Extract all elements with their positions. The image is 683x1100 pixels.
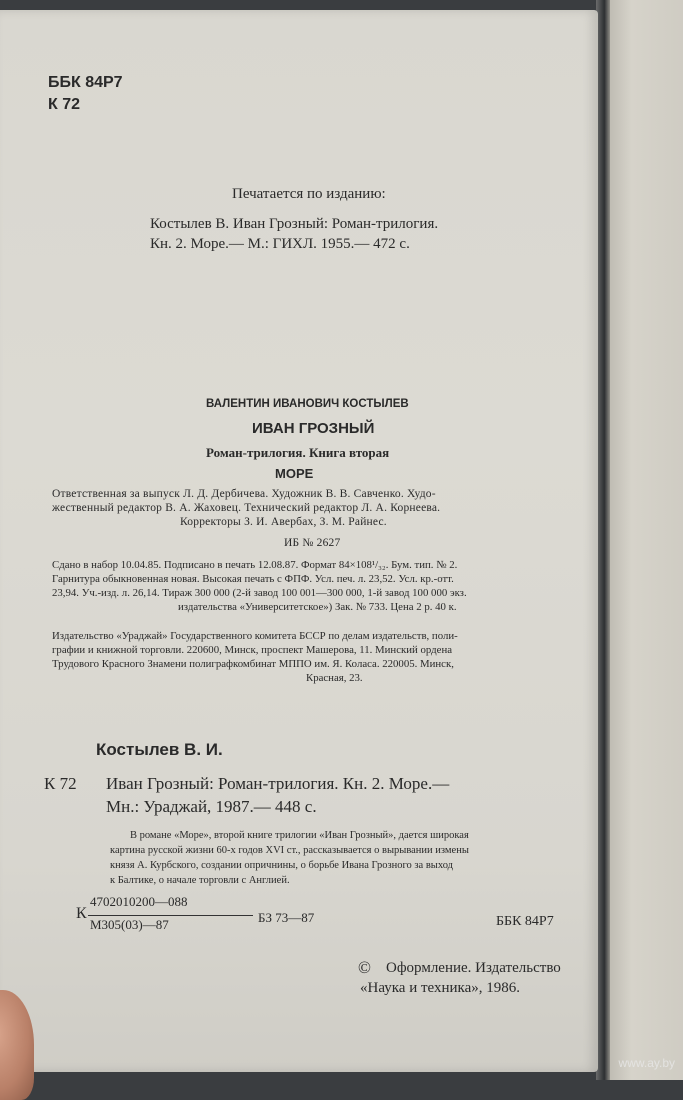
classification-numerator: 4702010200—088 [90,894,188,909]
source-label: Печатается по изданию: [232,186,386,202]
publisher-line-4: Красная, 23. [306,672,363,684]
annotation-line-2: картина русской жизни 60-х годов XVI ст., рассказывается о вырывании измены [110,845,469,856]
annotation-line-1: В романе «Море», второй книге трилогии «Иван Грозный», дается широкая [130,830,469,841]
fraction-line [88,915,253,916]
credits-line-1: Ответственная за выпуск Л. Д. Дербичева. Художник В. В. Савченко. Худо- [52,488,436,500]
source-line-1: Костылев В. Иван Грозный: Роман-трилогия. [150,216,439,232]
bbk-code: ББК 84Р7 [48,74,123,91]
print-info-line-4: издательства «Университетское») Зак. № 733. Цена 2 р. 40 к. [178,601,457,613]
book-subtitle: Роман-трилогия. Книга вторая [206,445,390,460]
book-spine-edge [596,0,610,1080]
catalog-code: К 72 [44,774,77,793]
catalog-author: Костылев В. И. [96,740,223,759]
publisher-line-3: Трудового Красного Знамени полиграфкомбинат МППО им. Я. Коласа. 220005. Минск, [52,658,454,670]
watermark: www.ay.by [618,1056,675,1070]
author-name: ВАЛЕНТИН ИВАНОВИЧ КОСТЫЛЕВ [206,398,409,410]
classification-k: К [76,905,87,922]
copyright-line-1: Оформление. Издательство [386,960,561,976]
publisher-line-2: графии и книжной торговли. 220600, Минск, проспект Машерова, 11. Минский ордена [52,644,453,656]
adjacent-page [604,0,683,1080]
annotation-line-4: к Балтике, о начале торговли с Англией. [110,875,290,886]
copyright-icon: © [358,958,371,977]
book-part-title: МОРЕ [275,466,314,481]
k-code: К 72 [48,96,81,113]
book-title: ИВАН ГРОЗНЫЙ [252,420,375,437]
classification-bz: БЗ 73—87 [258,910,315,925]
credits-line-3: Корректоры З. И. Авербах, З. М. Райнес. [180,516,387,528]
catalog-line-2: Мн.: Ураджай, 1987.— 448 с. [106,797,317,816]
classification-denominator: М305(03)—87 [90,917,169,932]
credits-line-2: жественный редактор В. А. Жаховец. Технический редактор Л. А. Корнеева. [52,502,441,514]
catalog-bbk: ББК 84Р7 [496,914,554,929]
print-info-line-1: Сдано в набор 10.04.85. Подписано в печать 12.08.87. Формат 84×108¹/₃₂. Бум. тип. № 2. [52,559,458,571]
print-info-line-2: Гарнитура обыкновенная новая. Высокая печать с ФПФ. Усл. печ. л. 23,52. Усл. кр.-отт. [52,573,454,585]
print-info-line-3: 23,94. Уч.-изд. л. 26,14. Тираж 300 000 (2-й завод 100 001—300 000, 1-й завод 100 000 экз. [52,587,467,599]
copyright-line-2: «Наука и техника», 1986. [360,980,521,996]
annotation-line-3: князя А. Курбского, создании опричнины, о борьбе Ивана Грозного за выход [110,860,453,871]
catalog-line-1: Иван Грозный: Роман-трилогия. Кн. 2. Море.— [106,774,450,793]
ib-number: ИБ № 2627 [284,537,341,549]
publisher-line-1: Издательство «Ураджай» Государственного комитета БССР по делам издательств, поли- [52,630,458,642]
source-line-2: Кн. 2. Море.— М.: ГИХЛ. 1955.— 472 с. [150,236,410,252]
